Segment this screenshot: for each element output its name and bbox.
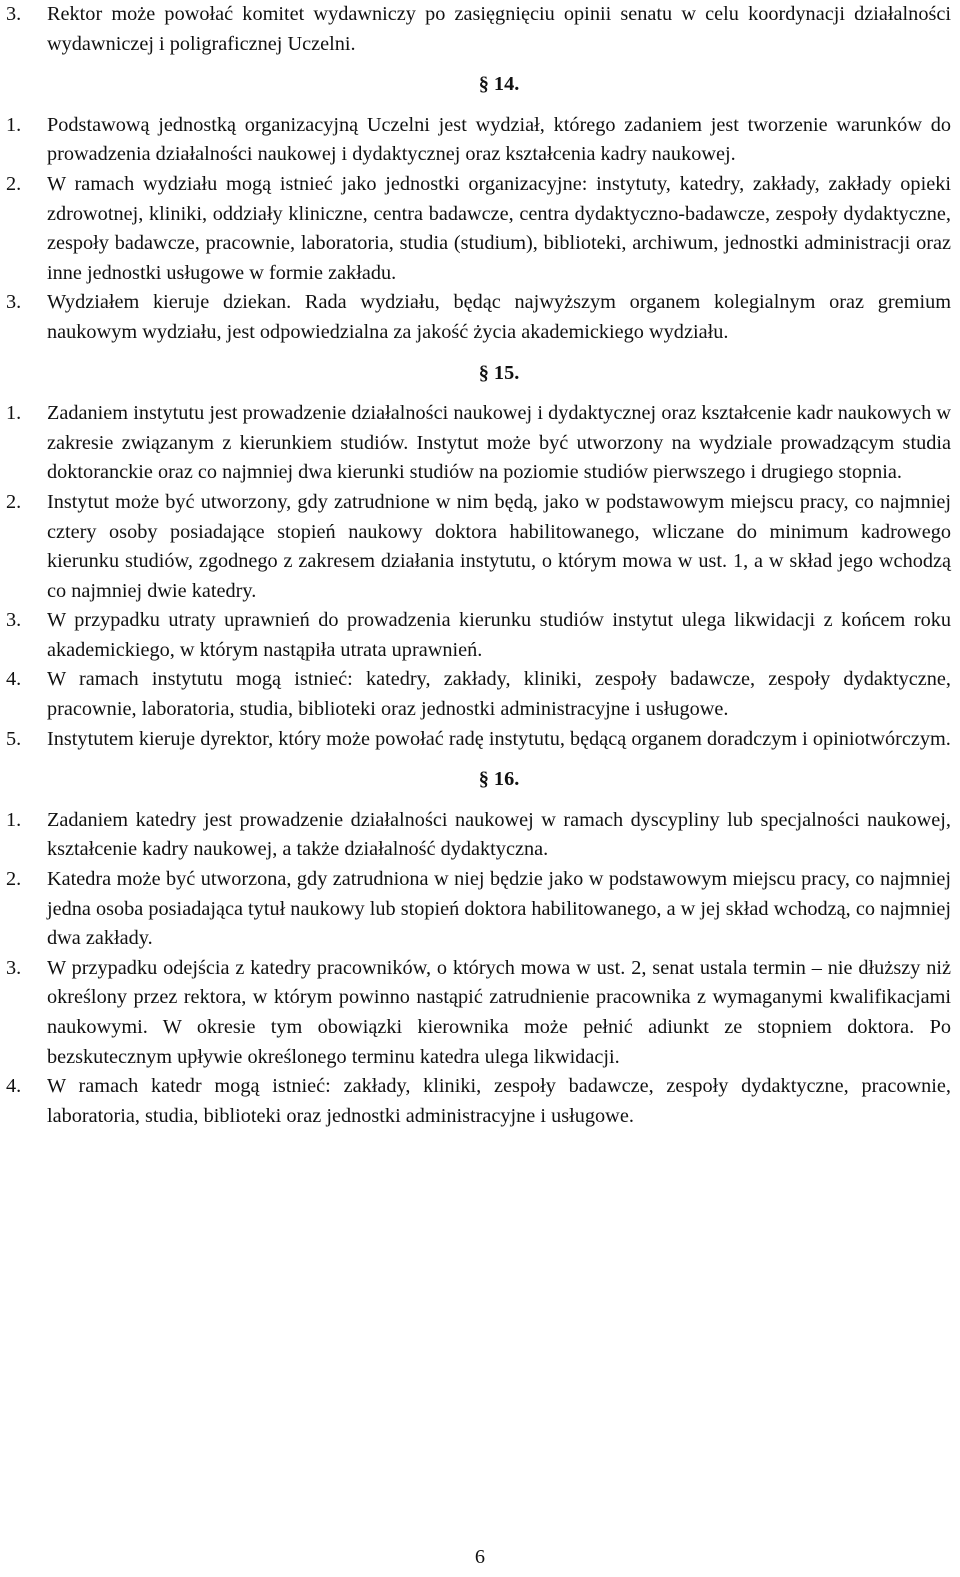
paragraph-15-5 xyxy=(6,725,951,755)
paragraph-14-2 xyxy=(6,170,951,288)
item-text: Podstawową jednostką organizacyjną Uczelni jest wydział, którego zadaniem jest tworzenie warunków do prowadzenia działalności naukowej i dydaktycznej oraz kształcenia kadry naukowej. xyxy=(47,113,951,166)
item-text: Katedra może być utworzona, gdy zatrudniona w niej będzie jako w podstawowym miejscu pracy, co najmniej jedna osoba posiadająca tytuł naukowy lub stopień doktora habilitowanego, a w jej skład wchodzą, co najmniej dwa zakłady. xyxy=(47,868,951,950)
paragraph-14-3 xyxy=(6,288,951,347)
paragraph-14-1 xyxy=(6,111,951,170)
paragraph-16-1 xyxy=(6,806,951,865)
paragraph-16-3 xyxy=(6,954,951,1072)
item-text: Zadaniem katedry jest prowadzenie działalności naukowej w ramach dyscypliny lub specjalności naukowej, kształcenie kadry naukowej, a także działalność dydaktyczna. xyxy=(47,808,951,861)
item-text: W ramach wydziału mogą istnieć jako jednostki organizacyjne: instytuty, katedry, zakłady, zakłady opieki zdrowotnej, kliniki, oddziały kliniczne, centra badawcze, centra dydaktyczno-badawcze, zespoły dydaktyczne, zespoły badawcze, pracownie, laboratoria, studia (studium), biblioteki, archiwum, jednostki administracji oraz inne jednostki usługowe w formie zakładu. xyxy=(47,172,951,284)
item-number: 1. xyxy=(6,402,22,425)
section-heading-16: § 16. xyxy=(478,768,520,791)
item-text: Zadaniem instytutu jest prowadzenie działalności naukowej i dydaktycznej oraz kształcenie kadr naukowych w zakresie związanym z kierunkiem studiów. Instytut może być utworzony na wydziale prowadzącym studia doktoranckie oraz co najmniej dwa kierunki studiów na poziomie studiów pierwszego i drugiego stopnia. xyxy=(47,402,951,484)
item-number: 3. xyxy=(6,609,22,632)
page-number: 6 xyxy=(474,1546,486,1568)
item-number: 3. xyxy=(6,3,22,25)
item-number: 1. xyxy=(6,808,22,831)
paragraph-16-4 xyxy=(6,1072,951,1131)
item-text: Rektor może powołać komitet wydawniczy po zasięgnięciu opinii senatu w celu koordynacji działalności wydawniczej i poligraficznej Uczelni. xyxy=(47,3,951,55)
item-text: W przypadku utraty uprawnień do prowadzenia kierunku studiów instytut ulega likwidacji z końcem roku akademickiego, w którym nastąpiła utrata uprawnień. xyxy=(47,609,951,661)
paragraph-15-3 xyxy=(6,606,951,665)
item-number: 2. xyxy=(6,172,22,195)
item-number: 3. xyxy=(6,291,22,314)
item-number: 1. xyxy=(6,113,22,136)
paragraph-15-1 xyxy=(6,399,951,488)
item-number: 5. xyxy=(6,727,22,750)
item-text: W przypadku odejścia z katedry pracowników, o których mowa w ust. 2, senat ustala termin – nie dłuższy niż określony przez rektora, w którym powinno nastąpić zatrudnienie pracownika z wymaganymi kwalifikacjami naukowymi. W okresie tym obowiązki kierownika może pełnić adiunkt ze stopniem doktora. Po bezskutecznym upływie określonego terminu katedra ulega likwidacji. xyxy=(47,956,951,1068)
item-number: 4. xyxy=(6,1075,22,1098)
item-number: 3. xyxy=(6,956,22,979)
item-number: 4. xyxy=(6,668,22,691)
paragraph-13-3 xyxy=(6,0,951,59)
item-text: W ramach katedr mogą istnieć: zakłady, kliniki, zespoły badawcze, zespoły dydaktyczne, pracownie, laboratoria, studia, biblioteki oraz jednostki administracyjne i usługowe. xyxy=(47,1075,951,1127)
paragraph-16-2 xyxy=(6,865,951,954)
paragraph-15-2 xyxy=(6,488,951,606)
document-body xyxy=(6,0,951,1131)
item-text: Instytutem kieruje dyrektor, który może powołać radę instytutu, będącą organem doradczym i opiniotwórczym. xyxy=(47,727,951,750)
paragraph-15-4 xyxy=(6,665,951,724)
item-text: W ramach instytutu mogą istnieć: katedry, zakłady, kliniki, zespoły badawcze, zespoły dydaktyczne, pracownie, laboratoria, studia, biblioteki oraz jednostki administracyjne i usługowe. xyxy=(47,668,951,721)
item-number: 2. xyxy=(6,868,22,891)
item-text: Instytut może być utworzony, gdy zatrudnione w nim będą, jako w podstawowym miejscu pracy, co najmniej cztery osoby posiadające stopień naukowy doktora habilitowanego, wliczane do minimum kadrowego kierunku studiów, zgodnego z zakresem działania instytutu, o którym mowa w ust. 1, a w skład jego wchodzą co najmniej dwie katedry. xyxy=(47,490,951,602)
item-number: 2. xyxy=(6,490,22,513)
section-heading-14: § 14. xyxy=(478,73,520,96)
item-text: Wydziałem kieruje dziekan. Rada wydziału, będąc najwyższym organem kolegialnym oraz gremium naukowym wydziału, jest odpowiedzialna za jakość życia akademickiego wydziału. xyxy=(47,291,951,343)
section-heading-15: § 15. xyxy=(478,361,520,384)
